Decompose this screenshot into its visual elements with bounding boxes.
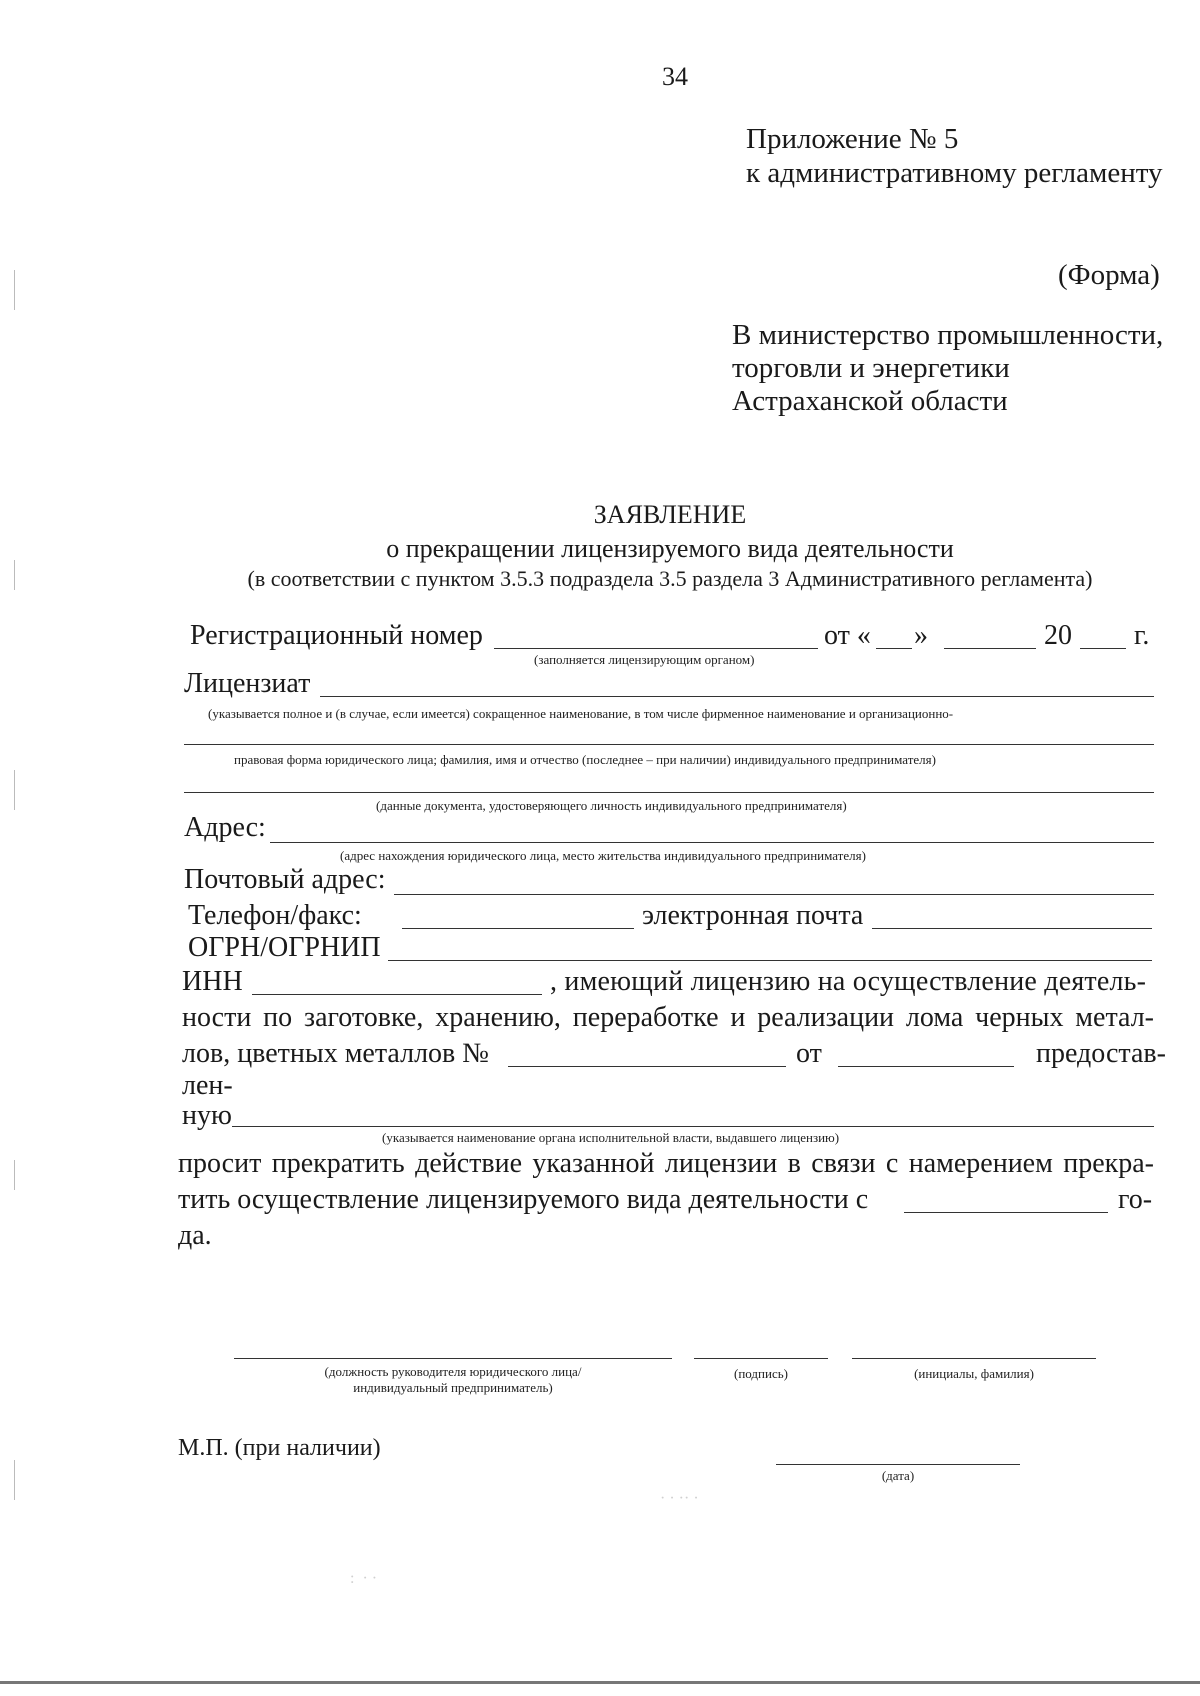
registration-year-field[interactable] bbox=[1080, 648, 1126, 649]
form-label: (Форма) bbox=[1058, 259, 1160, 291]
request-line2: тить осуществление лицензируемого вида деятельности с bbox=[178, 1184, 869, 1215]
scan-margin-mark bbox=[14, 1460, 15, 1500]
document-title: ЗАЯВЛЕНИЕ bbox=[593, 500, 747, 529]
registration-from: от « bbox=[824, 620, 871, 651]
document-reference: (в соответствии с пунктом 3.5.3 подраздела 3.5 раздела 3 Административного регламента) bbox=[247, 566, 1093, 591]
name-caption: (инициалы, фамилия) bbox=[914, 1366, 1034, 1381]
position-caption2: индивидуальный предприниматель) bbox=[353, 1380, 553, 1395]
registration-label: Регистрационный номер bbox=[190, 620, 483, 651]
registration-year-suffix: г. bbox=[1134, 620, 1150, 651]
page-number: 34 bbox=[662, 62, 688, 91]
email-field[interactable] bbox=[872, 928, 1152, 929]
inn-text3a: лов, цветных металлов № bbox=[182, 1038, 489, 1069]
licensee-label: Лицензиат bbox=[184, 668, 311, 699]
position-caption1: (должность руководителя юридического лица/ bbox=[324, 1364, 582, 1379]
phone-label: Телефон/факс: bbox=[188, 900, 362, 931]
date-field[interactable] bbox=[776, 1464, 1020, 1465]
registration-number-field[interactable] bbox=[494, 648, 818, 649]
email-label: электронная почта bbox=[642, 900, 864, 931]
postal-address-field[interactable] bbox=[394, 894, 1154, 895]
license-number-field[interactable] bbox=[508, 1066, 786, 1067]
address-caption: (адрес нахождения юридического лица, место жительства индивидуального предпринимателя) bbox=[340, 848, 866, 863]
licensee-caption3: (данные документа, удостоверяющего личность индивидуального предпринимателя) bbox=[376, 798, 847, 813]
postal-address-label: Почтовый адрес: bbox=[184, 864, 386, 895]
request-line3: да. bbox=[178, 1220, 212, 1251]
licensee-field-line2[interactable] bbox=[184, 744, 1154, 745]
registration-quote-close: » bbox=[914, 620, 928, 651]
ogrn-field[interactable] bbox=[388, 960, 1152, 961]
licensee-field[interactable] bbox=[320, 696, 1154, 697]
inn-label: ИНН bbox=[182, 966, 243, 997]
name-field[interactable] bbox=[852, 1358, 1096, 1359]
addressee-line3: Астраханской области bbox=[732, 385, 1008, 417]
licensee-document-field[interactable] bbox=[184, 792, 1154, 793]
licensee-caption2: правовая форма юридического лица; фамилия, имя и отчество (последнее – при наличии) индивидуального предпринимателя) bbox=[234, 752, 936, 767]
scan-margin-mark bbox=[14, 1160, 15, 1190]
registration-caption: (заполняется лицензирующим органом) bbox=[534, 652, 755, 667]
request-line1: просит прекратить действие указанной лицензии в связи с намерением прекра- bbox=[178, 1148, 1154, 1179]
inn-text5: ную bbox=[182, 1100, 232, 1131]
signature-caption: (подпись) bbox=[734, 1366, 788, 1381]
registration-day-field[interactable] bbox=[876, 648, 912, 649]
inn-text3c: предостав- bbox=[1036, 1038, 1166, 1069]
document-subtitle: о прекращении лицензируемого вида деятельности bbox=[386, 534, 954, 563]
scan-smudge: · · ·​· · bbox=[660, 1490, 699, 1507]
signature-field[interactable] bbox=[694, 1358, 828, 1359]
licensee-caption1: (указывается полное и (в случае, если имеется) сокращенное наименование, в том числе фирменное наименование и организационно- bbox=[208, 706, 954, 721]
termination-date-field[interactable] bbox=[904, 1212, 1108, 1213]
appendix-line2: к административному регламенту bbox=[746, 157, 1163, 189]
addressee-line1: В министерство промышленности, bbox=[732, 319, 1164, 351]
inn-text3b: от bbox=[796, 1038, 822, 1069]
scan-smudge: : ​ · · bbox=[350, 1570, 378, 1587]
scan-bottom-edge bbox=[0, 1681, 1200, 1684]
address-label: Адрес: bbox=[184, 812, 266, 843]
scan-margin-mark bbox=[14, 270, 15, 310]
registration-month-field[interactable] bbox=[944, 648, 1036, 649]
inn-text1: , имеющий лицензию на осуществление деятель- bbox=[550, 966, 1147, 997]
position-field[interactable] bbox=[234, 1358, 672, 1359]
phone-field[interactable] bbox=[402, 928, 634, 929]
addressee-line2: торговли и энергетики bbox=[732, 352, 1010, 384]
license-date-field[interactable] bbox=[838, 1066, 1014, 1067]
inn-field[interactable] bbox=[252, 994, 542, 995]
inn-text4: лен- bbox=[182, 1070, 233, 1101]
date-caption: (дата) bbox=[881, 1468, 915, 1483]
address-field[interactable] bbox=[270, 842, 1154, 843]
scan-margin-mark bbox=[14, 770, 15, 810]
inn-text2: ности по заготовке, хранению, переработке и реализации лома черных метал- bbox=[182, 1002, 1154, 1033]
request-line2-end: го- bbox=[1118, 1184, 1153, 1215]
ogrn-label: ОГРН/ОГРНИП bbox=[188, 932, 381, 963]
issuing-authority-field[interactable] bbox=[232, 1126, 1154, 1127]
stamp-label: М.П. (при наличии) bbox=[178, 1435, 381, 1461]
appendix-line1: Приложение № 5 bbox=[746, 123, 959, 155]
registration-year-prefix: 20 bbox=[1044, 620, 1072, 651]
issuing-authority-caption: (указывается наименование органа исполнительной власти, выдавшего лицензию) bbox=[382, 1130, 840, 1145]
